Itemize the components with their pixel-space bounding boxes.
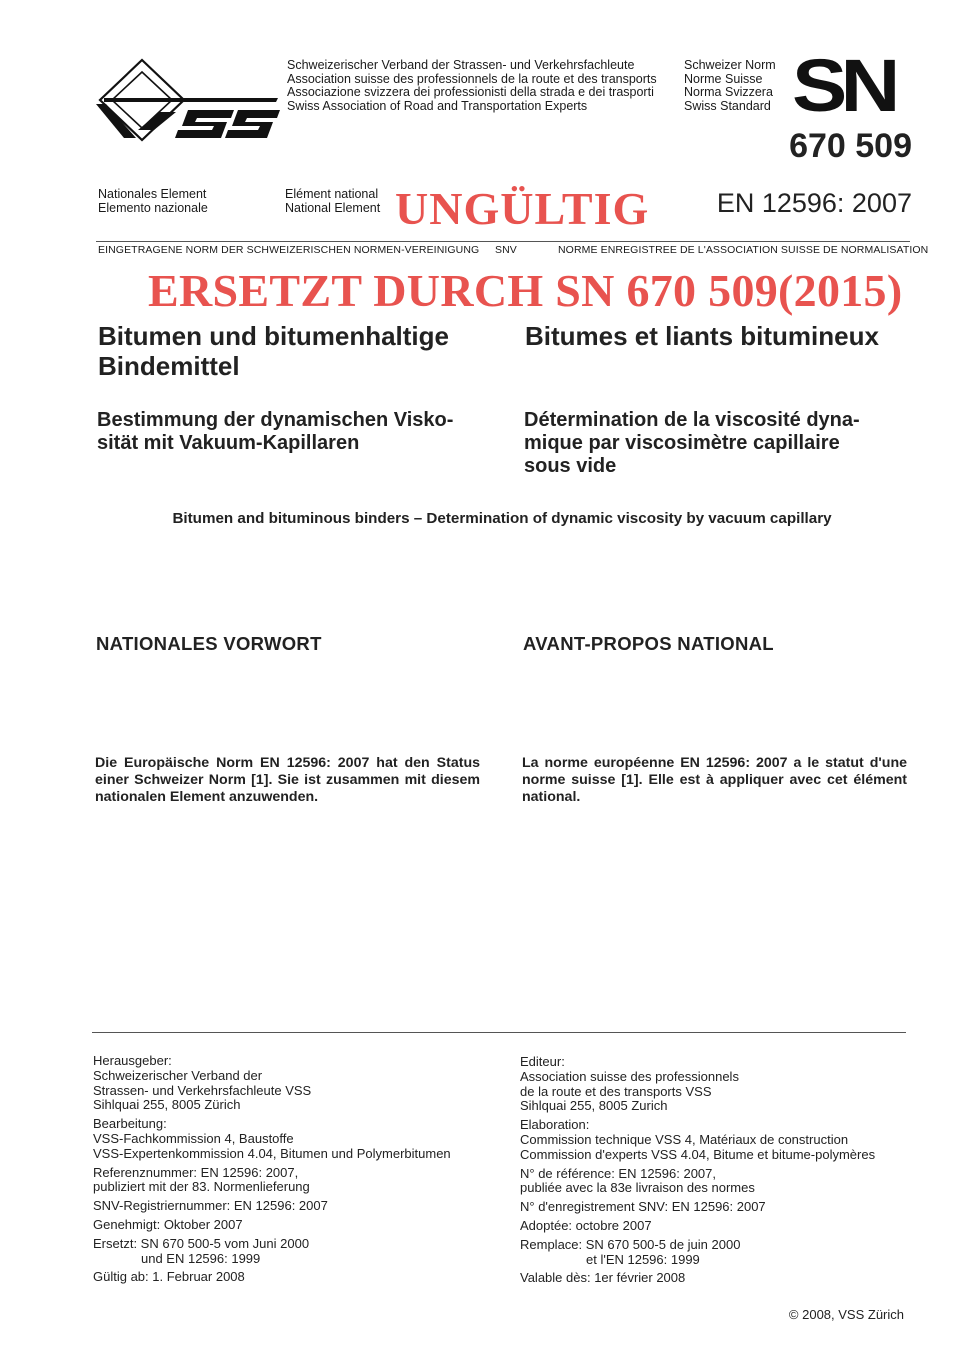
- snv-number: N° d'enregistrement SNV: EN 12596: 2007: [520, 1199, 766, 1215]
- title-line: Bindemittel: [98, 351, 240, 381]
- national-element-de: [98, 188, 268, 215]
- registry-middle: SNV: [495, 244, 517, 256]
- subtitle-de: [97, 409, 497, 455]
- reference-line: publiée avec la 83e livraison des normes: [520, 1180, 755, 1196]
- valid-from: Valable dès: 1er février 2008: [520, 1270, 686, 1286]
- approved-date: Adoptée: octobre 2007: [520, 1217, 652, 1233]
- standard-type-line: Schweizer Norm: [684, 58, 776, 72]
- footer-de: [93, 1054, 493, 1285]
- publisher-line: Strassen- und Verkehrsfachleute VSS: [93, 1082, 312, 1098]
- standard-type-line: Swiss Standard: [684, 98, 771, 113]
- editing-line: Commission d'experts VSS 4.04, Bitume et bitume-polymères: [520, 1146, 876, 1162]
- foreword-heading-fr: AVANT-PROPOS NATIONAL: [523, 633, 774, 654]
- footer-fr: [520, 1055, 920, 1286]
- subtitle-fr: [524, 409, 914, 478]
- editing-label: Elaboration:: [520, 1117, 590, 1133]
- subtitle-line: sous vide: [524, 455, 617, 477]
- publisher-line: de la route et des transports VSS: [520, 1083, 712, 1099]
- registry-left: EINGETRAGENE NORM DER SCHWEIZERISCHEN NORMEN-VEREINIGUNG: [98, 244, 480, 256]
- title-de: [98, 321, 498, 381]
- national-element-fr: [285, 188, 395, 215]
- national-element-line: Nationales Element: [98, 187, 207, 201]
- sn-mark: SN: [792, 44, 894, 127]
- registry-rule: [96, 241, 910, 242]
- reference-line: Referenznummer: EN 12596: 2007,: [93, 1164, 299, 1180]
- footer-rule: [92, 1032, 906, 1033]
- association-names: [287, 59, 677, 113]
- norm-number: 670 509: [789, 127, 912, 165]
- vss-logo: [96, 58, 281, 142]
- publisher-line: Schweizerischer Verband der: [93, 1067, 263, 1083]
- standard-type: [684, 59, 794, 113]
- standard-type-line: Norme Suisse: [684, 71, 763, 86]
- publisher-line: Association suisse des professionnels: [520, 1068, 739, 1084]
- registry-right: NORME ENREGISTREE DE L'ASSOCIATION SUISSE DE NORMALISATION: [558, 244, 929, 256]
- valid-from: Gültig ab: 1. Februar 2008: [93, 1269, 245, 1285]
- replaced-stamp: ERSETZT DURCH SN 670 509(2015): [148, 265, 903, 316]
- title-fr: [525, 321, 915, 351]
- editing-line: VSS-Fachkommission 4, Baustoffe: [93, 1130, 294, 1146]
- title-line: Bitumes et liants bitumineux: [525, 321, 879, 351]
- foreword-heading-de: NATIONALES VORWORT: [96, 633, 322, 654]
- publisher-line: Sihlquai 255, 8005 Zurich: [520, 1098, 668, 1114]
- association-line: Associazione svizzera dei professionisti della strada e dei trasporti: [287, 85, 654, 100]
- association-line: Swiss Association of Road and Transportation Experts: [287, 98, 588, 113]
- subtitle-line: mique par viscosimètre capillaire: [524, 432, 840, 454]
- replaces-line: et l'EN 12596: 1999: [586, 1251, 700, 1267]
- title-line: Bitumen und bitumenhaltige: [98, 321, 449, 351]
- editing-line: VSS-Expertenkommission 4.04, Bitumen und Polymerbitumen: [93, 1145, 451, 1161]
- subtitle-line: Bestimmung der dynamischen Visko-: [97, 409, 454, 431]
- editing-label: Bearbeitung:: [93, 1116, 167, 1132]
- replaces-line: Ersetzt: SN 670 500-5 vom Juni 2000: [93, 1235, 310, 1251]
- replaces-line: Remplace: SN 670 500-5 de juin 2000: [520, 1236, 741, 1252]
- replaces-line: und EN 12596: 1999: [141, 1250, 261, 1266]
- editing-line: Commission technique VSS 4, Matériaux de construction: [520, 1131, 849, 1147]
- publisher-label: Herausgeber:: [93, 1053, 172, 1068]
- national-element-line: Elément national: [285, 187, 379, 201]
- copyright: © 2008, VSS Zürich: [788, 1307, 904, 1322]
- reference-line: N° de référence: EN 12596: 2007,: [520, 1165, 716, 1181]
- foreword-text-de: Die Europäische Norm EN 12596: 2007 hat den Status einer Schweizer Norm [1]. Sie ist zusammen mit diesem nationalen Element anzuwenden.: [95, 755, 480, 805]
- foreword-text-fr: La norme européenne EN 12596: 2007 a le statut d'une norme suisse [1]. Elle est à appliquer avec cet élément national.: [522, 755, 907, 805]
- title-en: Bitumen and bituminous binders – Determination of dynamic viscosity by vacuum capillary: [172, 510, 832, 527]
- subtitle-line: sität mit Vakuum-Kapillaren: [97, 432, 360, 454]
- association-line: Schweizerischer Verband der Strassen- und Verkehrsfachleute: [287, 58, 635, 72]
- publisher-label: Editeur:: [520, 1054, 565, 1069]
- national-element-line: National Element: [285, 200, 381, 215]
- snv-number: SNV-Registriernummer: EN 12596: 2007: [93, 1198, 328, 1214]
- publisher-line: Sihlquai 255, 8005 Zürich: [93, 1097, 241, 1113]
- national-element-line: Elemento nazionale: [98, 200, 208, 215]
- approved-date: Genehmigt: Oktober 2007: [93, 1216, 243, 1232]
- reference-line: publiziert mit der 83. Normenlieferung: [93, 1179, 310, 1195]
- invalid-stamp: UNGÜLTIG: [395, 183, 650, 234]
- subtitle-line: Détermination de la viscosité dyna-: [524, 409, 860, 431]
- en-reference: EN 12596: 2007: [716, 188, 912, 218]
- standard-type-line: Norma Svizzera: [684, 85, 773, 100]
- association-line: Association suisse des professionnels de la route et des transports: [287, 71, 657, 86]
